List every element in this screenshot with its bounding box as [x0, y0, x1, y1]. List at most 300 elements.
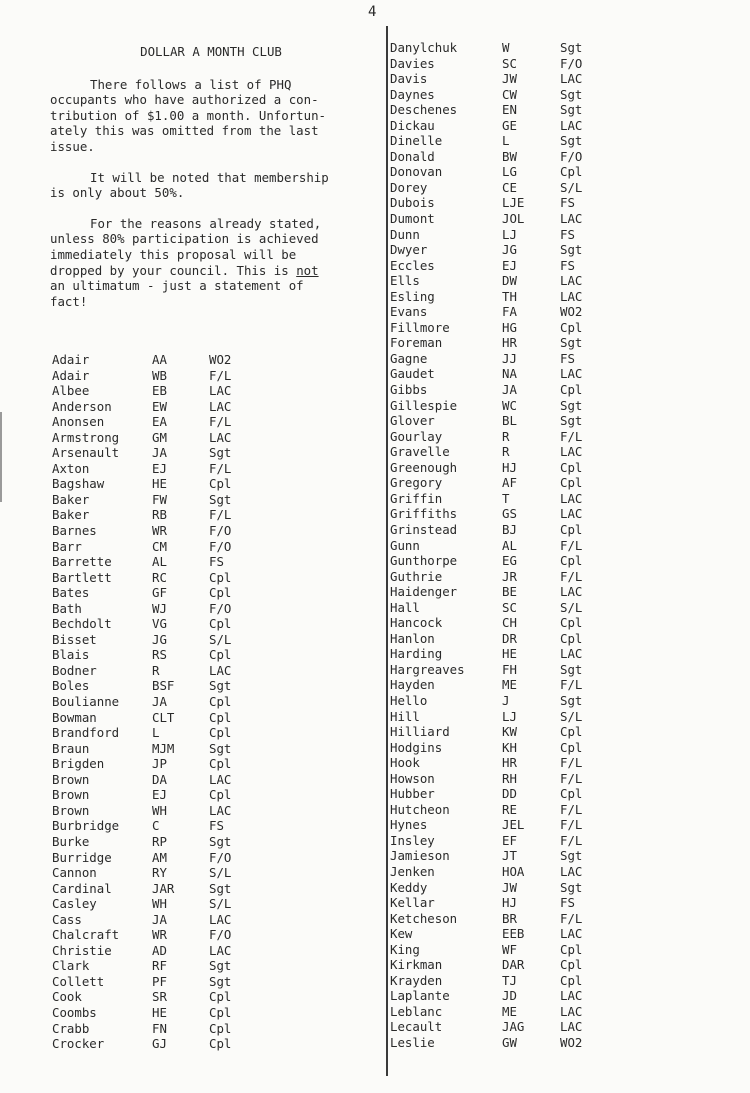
member-rank: WO2	[560, 304, 583, 320]
member-name: Keddy	[390, 879, 428, 895]
member-name: Evans	[390, 304, 428, 320]
member-rank: F/L	[560, 770, 583, 786]
member-initials: KH	[502, 739, 517, 755]
member-name: Esling	[390, 288, 435, 304]
member-rank: Cpl	[560, 941, 583, 957]
member-row	[52, 399, 253, 415]
member-initials: EB	[152, 383, 167, 399]
member-rank: F/L	[560, 428, 583, 444]
member-rank: F/O	[209, 927, 232, 943]
left-member-list	[52, 352, 253, 1052]
member-initials: EJ	[502, 257, 517, 273]
member-rank: LAC	[560, 71, 583, 87]
member-rank: FS	[209, 818, 224, 834]
member-row	[390, 802, 604, 818]
member-name: Chalcraft	[52, 927, 120, 943]
member-name: Coombs	[52, 1004, 97, 1020]
member-initials: RP	[152, 833, 167, 849]
member-name: Clark	[52, 958, 90, 974]
member-rank: Cpl	[560, 972, 583, 988]
member-row	[390, 709, 604, 725]
member-row	[52, 616, 253, 632]
member-initials: JG	[152, 631, 167, 647]
member-rank: Sgt	[560, 335, 583, 351]
member-row	[52, 818, 253, 834]
member-name: Hill	[390, 708, 420, 724]
member-name: Gagne	[390, 350, 428, 366]
member-rank: Sgt	[209, 880, 232, 896]
member-initials: AA	[152, 352, 167, 367]
member-row	[52, 414, 253, 430]
member-initials: JA	[502, 382, 517, 398]
member-initials: R	[502, 444, 510, 460]
member-initials: LJ	[502, 226, 517, 242]
member-row	[390, 1004, 604, 1020]
member-rank: Cpl	[209, 756, 232, 772]
member-initials: ME	[502, 677, 517, 693]
member-row	[390, 646, 604, 662]
member-rank: FS	[560, 195, 575, 211]
member-name: Deschenes	[390, 102, 458, 118]
member-rank: LAC	[209, 771, 232, 787]
member-initials: FN	[152, 1020, 167, 1036]
member-name: Brown	[52, 802, 90, 818]
intro-paragraph-3-start: For the reasons already stated, unless 80% participation is achieved immediately this proposal will be dropped by your council. This is	[50, 215, 322, 278]
member-name: Brandford	[52, 725, 120, 741]
member-name: Bates	[52, 585, 90, 601]
member-row	[390, 351, 604, 367]
intro-paragraph-3	[50, 216, 372, 310]
member-row	[52, 554, 253, 570]
member-row	[390, 880, 604, 896]
member-name: Dumont	[390, 211, 435, 227]
right-member-list	[390, 40, 604, 1051]
member-name: Bowman	[52, 709, 97, 725]
member-row	[390, 195, 604, 211]
member-name: Burbridge	[52, 818, 120, 834]
member-rank: Cpl	[209, 725, 232, 741]
member-initials: EJ	[152, 460, 167, 476]
member-row	[52, 1005, 253, 1021]
member-row	[390, 848, 604, 864]
member-initials: GM	[152, 429, 167, 445]
member-rank: LAC	[209, 942, 232, 958]
member-name: Christie	[52, 942, 112, 958]
member-initials: L	[152, 725, 160, 741]
member-row	[390, 71, 604, 87]
member-initials: LJ	[502, 708, 517, 724]
member-initials: AD	[152, 942, 167, 958]
member-rank: Cpl	[209, 585, 232, 601]
member-name: Kew	[390, 926, 413, 942]
member-initials: AL	[502, 537, 517, 553]
member-rank: Cpl	[560, 739, 583, 755]
member-initials: NA	[502, 366, 517, 382]
member-rank: LAC	[560, 506, 583, 522]
member-row	[390, 833, 604, 849]
member-rank: FS	[560, 350, 575, 366]
member-initials: FA	[502, 304, 517, 320]
member-name: Casley	[52, 896, 97, 912]
member-initials: WB	[152, 367, 167, 383]
member-name: Bagshaw	[52, 476, 105, 492]
member-rank: Cpl	[209, 1036, 232, 1052]
member-name: Hello	[390, 692, 428, 708]
member-rank: LAC	[560, 211, 583, 227]
member-rank: Cpl	[209, 694, 232, 710]
member-rank: Cpl	[209, 1004, 232, 1020]
member-initials: BR	[502, 910, 517, 926]
member-row	[390, 662, 604, 678]
member-name: Barr	[52, 538, 82, 554]
member-name: Brown	[52, 787, 90, 803]
emphasis-not: not	[296, 262, 319, 278]
member-initials: HJ	[502, 459, 517, 475]
member-row	[52, 585, 253, 601]
member-rank: LAC	[560, 366, 583, 382]
member-rank: Sgt	[209, 958, 232, 974]
member-rank: F/O	[560, 55, 583, 71]
member-row	[52, 834, 253, 850]
member-rank: F/L	[560, 832, 583, 848]
member-name: Ells	[390, 273, 420, 289]
member-rank: LAC	[560, 988, 583, 1004]
member-rank: Cpl	[209, 709, 232, 725]
member-initials: CLT	[152, 709, 175, 725]
member-row	[390, 1019, 604, 1035]
member-name: Baker	[52, 507, 90, 523]
intro-section	[50, 44, 372, 324]
member-rank: Sgt	[209, 491, 232, 507]
member-rank: FS	[209, 554, 224, 570]
member-row	[390, 258, 604, 274]
member-initials: PF	[152, 973, 167, 989]
member-row	[390, 320, 604, 336]
member-row	[390, 429, 604, 445]
member-name: Gregory	[390, 475, 443, 491]
member-row	[52, 927, 253, 943]
member-initials: CW	[502, 86, 517, 102]
member-rank: Sgt	[209, 973, 232, 989]
member-rank: Sgt	[560, 242, 583, 258]
member-rank: WO2	[209, 352, 232, 367]
member-rank: Sgt	[209, 445, 232, 461]
member-row	[52, 803, 253, 819]
member-name: Howson	[390, 770, 435, 786]
member-rank: LAC	[560, 117, 583, 133]
member-row	[390, 102, 604, 118]
member-initials: EEB	[502, 926, 525, 942]
member-rank: Cpl	[560, 957, 583, 973]
member-rank: LAC	[560, 490, 583, 506]
member-rank: F/L	[560, 817, 583, 833]
member-row	[52, 741, 253, 757]
member-rank: Cpl	[560, 319, 583, 335]
member-rank: LAC	[560, 288, 583, 304]
member-initials: GE	[502, 117, 517, 133]
member-row	[52, 896, 253, 912]
member-initials: RH	[502, 770, 517, 786]
member-name: Axton	[52, 460, 90, 476]
member-name: Hilliard	[390, 724, 450, 740]
member-row	[52, 943, 253, 959]
member-initials: SC	[502, 599, 517, 615]
member-row	[52, 865, 253, 881]
member-initials: BE	[502, 584, 517, 600]
member-initials: CM	[152, 538, 167, 554]
member-name: Fillmore	[390, 319, 450, 335]
member-initials: RF	[152, 958, 167, 974]
member-initials: WH	[152, 896, 167, 912]
member-initials: JAG	[502, 1019, 525, 1035]
article-title: DOLLAR A MONTH CLUB	[140, 44, 282, 59]
member-name: Burke	[52, 833, 90, 849]
member-initials: JAR	[152, 880, 175, 896]
member-rank: S/L	[560, 708, 583, 724]
member-initials: HE	[152, 1004, 167, 1020]
member-name: Lecault	[390, 1019, 443, 1035]
member-row	[52, 678, 253, 694]
member-initials: JD	[502, 988, 517, 1004]
member-name: Donovan	[390, 164, 443, 180]
member-row	[390, 366, 604, 382]
member-rank: Cpl	[209, 476, 232, 492]
column-divider	[386, 26, 388, 1076]
member-row	[390, 164, 604, 180]
member-row	[390, 413, 604, 429]
member-name: Arsenault	[52, 445, 120, 461]
member-row	[390, 677, 604, 693]
member-name: Brigden	[52, 756, 105, 772]
member-name: Davis	[390, 71, 428, 87]
member-row	[52, 368, 253, 384]
page-number: 4	[368, 4, 377, 20]
member-rank: F/L	[209, 414, 232, 430]
member-initials: HOA	[502, 863, 525, 879]
member-rank: LAC	[560, 1019, 583, 1035]
member-name: Jenken	[390, 863, 435, 879]
member-name: Dorey	[390, 179, 428, 195]
member-row	[390, 87, 604, 103]
member-initials: CH	[502, 615, 517, 631]
member-row	[52, 989, 253, 1005]
member-rank: F/O	[209, 849, 232, 865]
member-rank: F/O	[209, 600, 232, 616]
member-initials: L	[502, 133, 510, 149]
member-row	[390, 56, 604, 72]
member-name: Crabb	[52, 1020, 90, 1036]
member-name: Cook	[52, 989, 82, 1005]
member-row	[390, 538, 604, 554]
member-name: Gibbs	[390, 382, 428, 398]
member-row	[390, 382, 604, 398]
member-row	[52, 507, 253, 523]
member-initials: RS	[152, 647, 167, 663]
member-initials: RE	[502, 801, 517, 817]
member-name: Jamieson	[390, 848, 450, 864]
member-name: Barrette	[52, 554, 112, 570]
member-initials: TH	[502, 288, 517, 304]
member-rank: Cpl	[560, 630, 583, 646]
member-rank: F/L	[560, 568, 583, 584]
member-rank: S/L	[209, 631, 232, 647]
member-initials: VG	[152, 616, 167, 632]
member-row	[52, 787, 253, 803]
member-row	[52, 663, 253, 679]
member-row	[390, 40, 604, 56]
member-initials: HG	[502, 319, 517, 335]
member-rank: F/L	[560, 677, 583, 693]
member-name: Bartlett	[52, 569, 112, 585]
member-initials: WF	[502, 941, 517, 957]
member-row	[390, 475, 604, 491]
member-initials: R	[152, 662, 160, 678]
member-initials: HR	[502, 335, 517, 351]
member-initials: FH	[502, 661, 517, 677]
member-initials: DR	[502, 630, 517, 646]
member-initials: EJ	[152, 787, 167, 803]
member-initials: BL	[502, 413, 517, 429]
member-name: Harding	[390, 646, 443, 662]
member-initials: BW	[502, 148, 517, 164]
member-rank: Cpl	[209, 1020, 232, 1036]
member-name: Hutcheon	[390, 801, 450, 817]
member-name: Blais	[52, 647, 90, 663]
member-row	[390, 273, 604, 289]
member-initials: KW	[502, 724, 517, 740]
member-rank: Cpl	[560, 521, 583, 537]
member-initials: GJ	[152, 1036, 167, 1052]
member-initials: JG	[502, 242, 517, 258]
member-initials: ME	[502, 1003, 517, 1019]
member-name: Adair	[52, 352, 90, 367]
member-name: Gunthorpe	[390, 553, 458, 569]
member-row	[390, 133, 604, 149]
member-initials: CE	[502, 179, 517, 195]
member-name: Hanlon	[390, 630, 435, 646]
member-initials: WJ	[152, 600, 167, 616]
member-rank: LAC	[560, 926, 583, 942]
member-name: King	[390, 941, 420, 957]
member-rank: LAC	[209, 429, 232, 445]
member-rank: Sgt	[560, 397, 583, 413]
member-initials: BSF	[152, 678, 175, 694]
member-initials: JJ	[502, 350, 517, 366]
member-rank: Sgt	[209, 833, 232, 849]
member-row	[52, 958, 253, 974]
member-initials: JR	[502, 568, 517, 584]
member-initials: JEL	[502, 817, 525, 833]
member-row	[52, 632, 253, 648]
member-initials: HR	[502, 755, 517, 771]
member-initials: AM	[152, 849, 167, 865]
member-rank: Sgt	[560, 661, 583, 677]
member-name: Kirkman	[390, 957, 443, 973]
member-row	[390, 506, 604, 522]
member-row	[390, 180, 604, 196]
member-row	[52, 383, 253, 399]
member-row	[390, 615, 604, 631]
member-initials: J	[502, 692, 510, 708]
member-rank: WO2	[560, 1035, 583, 1050]
member-name: Hancock	[390, 615, 443, 631]
member-rank: LAC	[560, 1003, 583, 1019]
member-name: Braun	[52, 740, 90, 756]
member-row	[390, 600, 604, 616]
member-initials: W	[502, 40, 510, 55]
member-row	[390, 304, 604, 320]
member-name: Gillespie	[390, 397, 458, 413]
member-row	[390, 895, 604, 911]
member-row	[390, 149, 604, 165]
member-name: Brown	[52, 771, 90, 787]
member-rank: Cpl	[560, 459, 583, 475]
member-name: Glover	[390, 413, 435, 429]
member-initials: JA	[152, 911, 167, 927]
member-name: Insley	[390, 832, 435, 848]
member-initials: AF	[502, 475, 517, 491]
member-row	[52, 352, 253, 368]
member-rank: Sgt	[560, 879, 583, 895]
member-initials: FW	[152, 491, 167, 507]
member-row	[390, 398, 604, 414]
member-rank: LAC	[209, 662, 232, 678]
member-rank: FS	[560, 226, 575, 242]
member-rank: S/L	[560, 179, 583, 195]
member-initials: RC	[152, 569, 167, 585]
member-initials: R	[502, 428, 510, 444]
member-rank: Cpl	[560, 382, 583, 398]
member-rank: F/L	[560, 537, 583, 553]
member-initials: AL	[152, 554, 167, 570]
member-row	[390, 242, 604, 258]
member-initials: JOL	[502, 211, 525, 227]
member-name: Hubber	[390, 786, 435, 802]
member-name: Krayden	[390, 972, 443, 988]
member-name: Bath	[52, 600, 82, 616]
member-name: Baker	[52, 491, 90, 507]
member-name: Laplante	[390, 988, 450, 1004]
member-rank: Cpl	[560, 615, 583, 631]
member-row	[52, 710, 253, 726]
member-rank: F/O	[560, 148, 583, 164]
member-name: Gaudet	[390, 366, 435, 382]
member-row	[390, 926, 604, 942]
member-name: Hargreaves	[390, 661, 465, 677]
member-name: Hall	[390, 599, 420, 615]
member-rank: Sgt	[560, 133, 583, 149]
member-initials: SC	[502, 55, 517, 71]
member-row	[52, 881, 253, 897]
member-name: Daynes	[390, 86, 435, 102]
member-rank: LAC	[209, 398, 232, 414]
member-name: Dickau	[390, 117, 435, 133]
member-name: Anderson	[52, 398, 112, 414]
member-rank: Sgt	[560, 692, 583, 708]
member-name: Kellar	[390, 895, 435, 911]
member-initials: WH	[152, 802, 167, 818]
member-row	[390, 631, 604, 647]
member-rank: S/L	[209, 896, 232, 912]
member-initials: DAR	[502, 957, 525, 973]
member-row	[52, 850, 253, 866]
member-initials: GW	[502, 1035, 517, 1050]
member-name: Guthrie	[390, 568, 443, 584]
member-initials: EA	[152, 414, 167, 430]
member-initials: JW	[502, 71, 517, 87]
member-name: Hodgins	[390, 739, 443, 755]
member-name: Albee	[52, 383, 90, 399]
